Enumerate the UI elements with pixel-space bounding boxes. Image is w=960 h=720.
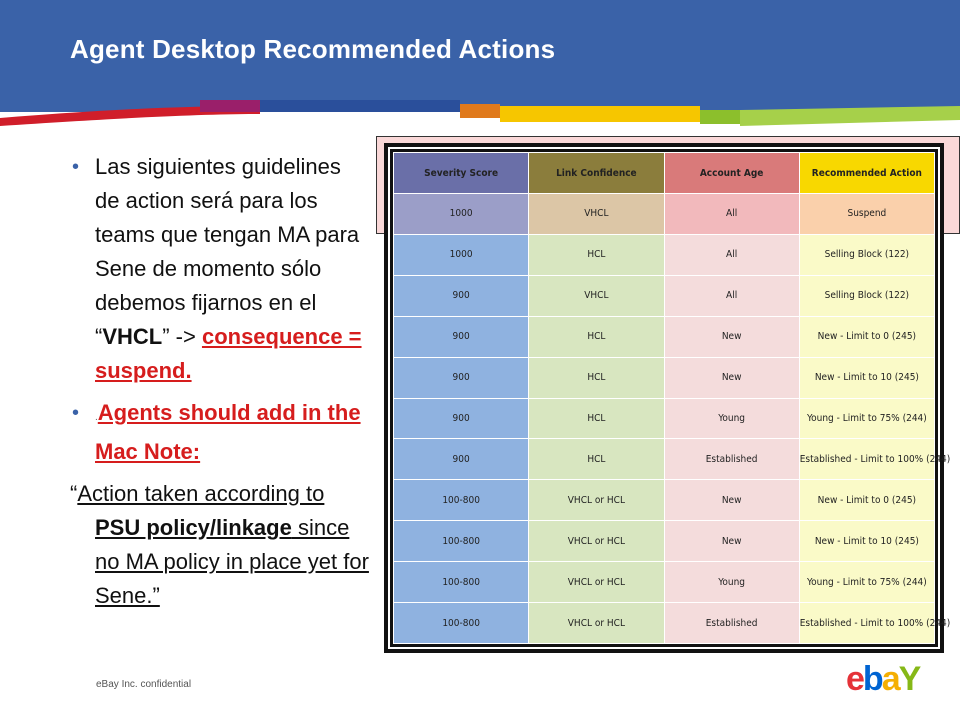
table-cell: 100-800 bbox=[394, 521, 529, 562]
table-row bbox=[394, 275, 935, 316]
table-cell: HCL bbox=[529, 357, 664, 398]
table-cell: VHCL or HCL bbox=[529, 562, 664, 603]
table-cell: Young - Limit to 75% (244) bbox=[799, 398, 934, 439]
header-bar bbox=[0, 0, 960, 112]
table-cell: New bbox=[664, 480, 799, 521]
vhcl-term: VHCL bbox=[102, 324, 163, 349]
consequence-text: consequence = suspend. bbox=[95, 324, 362, 383]
table-cell: Young - Limit to 75% (244) bbox=[799, 562, 934, 603]
footer-confidential: eBay Inc. confidential bbox=[96, 679, 192, 690]
table-cell: Selling Block (122) bbox=[799, 275, 934, 316]
table-cell: Established bbox=[664, 439, 799, 480]
table-cell: 900 bbox=[394, 316, 529, 357]
table-cell: 900 bbox=[394, 398, 529, 439]
table-cell: VHCL or HCL bbox=[529, 480, 664, 521]
header-accent-stripe bbox=[0, 100, 960, 130]
table-cell: HCL bbox=[529, 439, 664, 480]
table-row bbox=[394, 521, 935, 562]
bullet-1 bbox=[70, 150, 370, 388]
table-row bbox=[394, 480, 935, 521]
table-cell: Selling Block (122) bbox=[799, 234, 934, 275]
table-cell: 100-800 bbox=[394, 603, 529, 644]
table-cell: HCL bbox=[529, 234, 664, 275]
table-cell: 900 bbox=[394, 275, 529, 316]
quote-text-a: Action taken according to bbox=[77, 481, 325, 506]
column-header: Severity Score bbox=[394, 153, 529, 194]
table-cell: Established - Limit to 100% (244) bbox=[799, 603, 934, 644]
table-row bbox=[394, 357, 935, 398]
ebay-logo bbox=[846, 660, 926, 705]
table-cell: VHCL bbox=[529, 275, 664, 316]
table-cell: New - Limit to 0 (245) bbox=[799, 480, 934, 521]
table-cell: Established - Limit to 100% (244) bbox=[799, 439, 934, 480]
quote-open: “ bbox=[70, 481, 78, 506]
table-body bbox=[394, 194, 951, 644]
table-cell: Young bbox=[664, 398, 799, 439]
table-cell: Suspend bbox=[799, 194, 934, 235]
bullet-dot: • bbox=[72, 156, 80, 178]
table-cell: VHCL or HCL bbox=[529, 521, 664, 562]
table-row bbox=[394, 194, 935, 235]
table-cell: HCL bbox=[529, 398, 664, 439]
bullet-2 bbox=[70, 396, 370, 469]
arrow-text: ” -> bbox=[162, 324, 202, 349]
table-cell: All bbox=[664, 234, 799, 275]
actions-table bbox=[393, 152, 951, 644]
table-row bbox=[394, 316, 935, 357]
table-cell: HCL bbox=[529, 316, 664, 357]
table-cell: 100-800 bbox=[394, 480, 529, 521]
recommended-actions-table bbox=[384, 143, 951, 653]
table-cell: All bbox=[664, 275, 799, 316]
table-cell: Established bbox=[664, 603, 799, 644]
column-header: Link Confidence bbox=[529, 153, 664, 194]
table-cell: 900 bbox=[394, 357, 529, 398]
column-header: Recommended Action bbox=[799, 153, 934, 194]
table-header-row bbox=[394, 153, 935, 194]
table-cell: New bbox=[664, 521, 799, 562]
table-cell: New - Limit to 0 (245) bbox=[799, 316, 934, 357]
logo-letter: Y bbox=[898, 660, 920, 698]
body-text bbox=[70, 150, 370, 613]
table-cell: 100-800 bbox=[394, 562, 529, 603]
table-cell: 1000 bbox=[394, 194, 529, 235]
table-row bbox=[394, 439, 935, 480]
table-cell: VHCL or HCL bbox=[529, 603, 664, 644]
quote-text-b: since no MA policy in place yet for Sene.” bbox=[95, 515, 369, 608]
table-cell: 900 bbox=[394, 439, 529, 480]
table-cell: New bbox=[664, 357, 799, 398]
table-row bbox=[394, 398, 935, 439]
table-inner bbox=[388, 147, 951, 649]
bullet-2-prefix: . bbox=[95, 412, 98, 423]
table-cell: New bbox=[664, 316, 799, 357]
logo-letter: b bbox=[862, 660, 882, 698]
table-cell: All bbox=[664, 194, 799, 235]
table-cell: New - Limit to 10 (245) bbox=[799, 357, 934, 398]
table-row bbox=[394, 603, 935, 644]
table-cell: Young bbox=[664, 562, 799, 603]
table-cell: New - Limit to 10 (245) bbox=[799, 521, 934, 562]
column-header: Account Age bbox=[664, 153, 799, 194]
table-row bbox=[394, 234, 935, 275]
table-row bbox=[394, 562, 935, 603]
table-cell: 1000 bbox=[394, 234, 529, 275]
bullet-dot: • bbox=[72, 402, 80, 424]
agents-note-text: Agents should add in the Mac Note: bbox=[95, 400, 361, 464]
bullet-1-text: Las siguientes guidelines de action será para los teams que tengan MA para Sene de momento sólo debemos fijarnos en el “ bbox=[95, 154, 360, 349]
slide-title: Agent Desktop Recommended Actions bbox=[70, 34, 556, 64]
logo-letter: e bbox=[846, 660, 863, 698]
quote-block bbox=[70, 477, 370, 613]
logo-letter: a bbox=[881, 660, 899, 698]
table-cell: VHCL bbox=[529, 194, 664, 235]
psu-policy-text: PSU policy/linkage bbox=[95, 515, 292, 540]
